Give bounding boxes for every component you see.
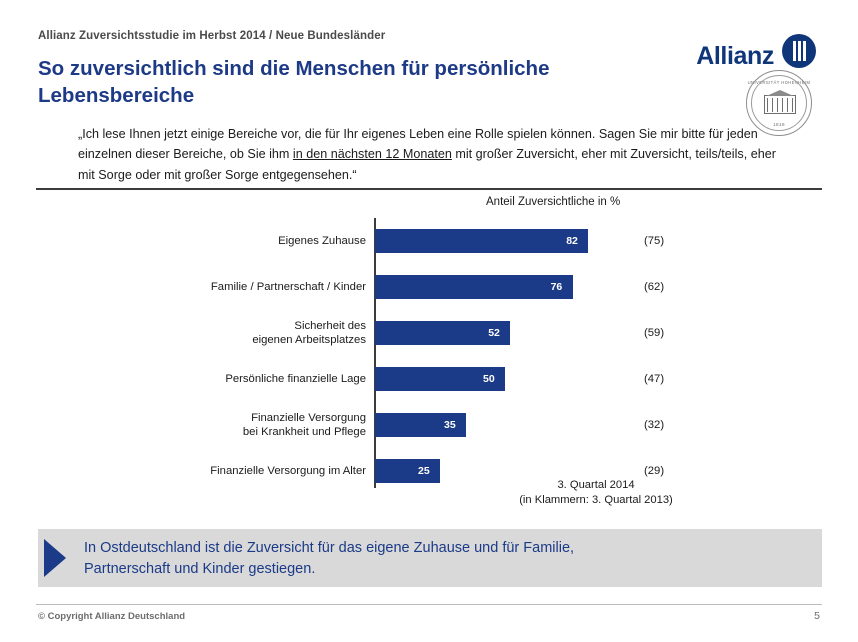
allianz-bars-icon: [782, 34, 816, 68]
footnote-line-2: (in Klammern: 3. Quartal 2013): [519, 494, 673, 507]
chart-previous-value: (32): [644, 419, 665, 431]
chart-row: [36, 264, 822, 310]
footnote-line-1: 3. Quartal 2014: [557, 479, 635, 491]
banner-line-2: Partnerschaft und Kinder gestiegen.: [84, 560, 316, 577]
chart-bar: [375, 459, 440, 483]
chart-category-label: Sicherheit des eigenen Arbeitsplatzes: [252, 319, 366, 346]
slide-eyebrow: Allianz Zuversichtsstudie im Herbst 2014 / Neue Bundesländer: [38, 30, 386, 42]
chart-bar-value: 82: [566, 235, 578, 247]
chart-category-label: Familie / Partnerschaft / Kinder: [210, 280, 366, 293]
banner-arrow-icon: [44, 539, 66, 577]
chart-bar: [375, 275, 573, 299]
banner-line-1: In Ostdeutschland ist die Zuversicht für das eigene Zuhause und für Familie,: [84, 540, 575, 556]
chart-row: [36, 356, 822, 402]
chart-row: [36, 218, 822, 264]
chart-bar-value: 50: [483, 373, 495, 385]
quote-part-2: mit großer Zuversicht, eher mit Zuversicht, teils/teils, eher mit Sorge oder mit großer Sorge entgegensehen.“: [78, 147, 776, 182]
chart-row: [36, 310, 822, 356]
chart-title: Anteil Zuversichtliche in %: [486, 196, 621, 208]
seal-top-text: UNIVERSITÄT HOHENHEIM: [747, 80, 811, 85]
chart-bar-value: 52: [488, 327, 500, 339]
bar-chart: [36, 196, 822, 506]
quote-part-1: „Ich lese Ihnen jetzt einige Bereiche vor, die für Ihr eigenes Leben eine Rolle spielen können. Sagen Sie mir bitte für jeden einzelnen dieser Bereiche, ob Sie ihm: [78, 127, 758, 162]
chart-bar-value: 25: [418, 465, 430, 477]
header-divider: [36, 188, 822, 190]
chart-category-label: Persönliche finanzielle Lage: [225, 372, 366, 385]
page-number: 5: [814, 610, 820, 622]
chart-row: [36, 402, 822, 448]
chart-category-label: Eigenes Zuhause: [278, 234, 366, 247]
chart-previous-value: (29): [644, 465, 665, 477]
chart-category-label: Finanzielle Versorgung im Alter: [210, 464, 366, 477]
chart-previous-value: (62): [644, 281, 665, 293]
survey-question-quote: [78, 124, 778, 185]
chart-bar-value: 76: [550, 281, 563, 293]
allianz-logo-text: Allianz: [696, 42, 774, 70]
chart-category-label: Finanzielle Versorgung bei Krankheit und Pflege: [242, 411, 366, 438]
chart-bar-value: 35: [444, 419, 456, 431]
seal-bottom-text: 1818: [773, 122, 785, 127]
page-title: So zuversichtlich sind die Menschen für persönliche Lebensbereiche: [38, 57, 550, 108]
allianz-logo: [632, 22, 832, 127]
banner-text: [84, 538, 804, 579]
footer-divider: [36, 604, 822, 605]
copyright-text: © Copyright Allianz Deutschland: [38, 611, 186, 622]
chart-previous-value: (75): [644, 235, 665, 247]
chart-bar: [375, 229, 588, 253]
chart-previous-value: (47): [644, 373, 665, 385]
chart-footnote: [466, 478, 726, 509]
chart-previous-value: (59): [644, 327, 665, 339]
conclusion-banner: [38, 529, 822, 587]
quote-underlined: in den nächsten 12 Monaten: [292, 147, 452, 162]
